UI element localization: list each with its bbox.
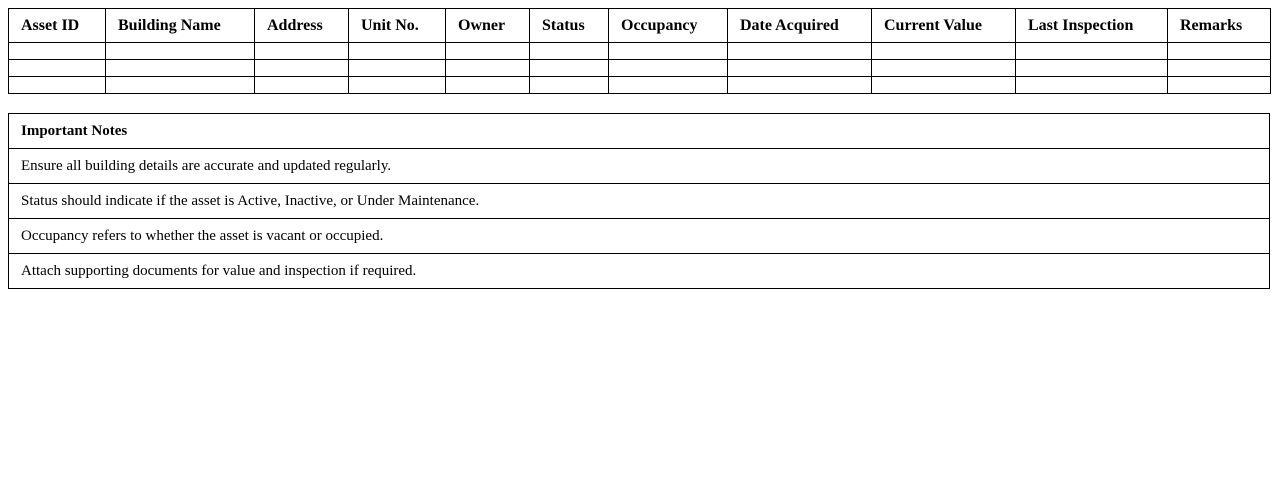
table-cell[interactable] xyxy=(530,77,609,94)
table-cell[interactable] xyxy=(446,43,530,60)
column-header-remarks: Remarks xyxy=(1168,9,1271,43)
table-cell[interactable] xyxy=(106,43,255,60)
column-header-date-acquired: Date Acquired xyxy=(728,9,872,43)
table-cell[interactable] xyxy=(609,77,728,94)
table-cell[interactable] xyxy=(530,60,609,77)
table-cell[interactable] xyxy=(106,60,255,77)
table-cell[interactable] xyxy=(728,77,872,94)
table-row xyxy=(9,77,1271,94)
table-cell[interactable] xyxy=(349,77,446,94)
note-text: Status should indicate if the asset is Active, Inactive, or Under Maintenance. xyxy=(9,184,1270,219)
column-header-address: Address xyxy=(255,9,349,43)
table-cell[interactable] xyxy=(255,77,349,94)
note-row xyxy=(9,184,1270,219)
table-cell[interactable] xyxy=(728,60,872,77)
column-header-current-value: Current Value xyxy=(872,9,1016,43)
table-cell[interactable] xyxy=(1168,60,1271,77)
note-row xyxy=(9,254,1270,289)
table-cell[interactable] xyxy=(728,43,872,60)
table-cell[interactable] xyxy=(106,77,255,94)
table-cell[interactable] xyxy=(349,60,446,77)
table-cell[interactable] xyxy=(255,60,349,77)
notes-title-row xyxy=(9,114,1270,149)
table-cell[interactable] xyxy=(872,43,1016,60)
table-cell[interactable] xyxy=(9,77,106,94)
table-cell[interactable] xyxy=(446,60,530,77)
column-header-building-name: Building Name xyxy=(106,9,255,43)
table-row xyxy=(9,43,1271,60)
table-cell[interactable] xyxy=(9,60,106,77)
notes-title: Important Notes xyxy=(9,114,1270,149)
column-header-status: Status xyxy=(530,9,609,43)
table-cell[interactable] xyxy=(1016,43,1168,60)
column-header-last-inspection: Last Inspection xyxy=(1016,9,1168,43)
note-row xyxy=(9,149,1270,184)
table-cell[interactable] xyxy=(255,43,349,60)
important-notes-table xyxy=(8,113,1270,289)
table-cell[interactable] xyxy=(1168,43,1271,60)
column-header-occupancy: Occupancy xyxy=(609,9,728,43)
table-cell[interactable] xyxy=(872,77,1016,94)
column-header-unit-no: Unit No. xyxy=(349,9,446,43)
table-cell[interactable] xyxy=(446,77,530,94)
table-header-row xyxy=(9,9,1271,43)
note-text: Ensure all building details are accurate and updated regularly. xyxy=(9,149,1270,184)
table-cell[interactable] xyxy=(1016,77,1168,94)
table-cell[interactable] xyxy=(609,43,728,60)
note-text: Occupancy refers to whether the asset is vacant or occupied. xyxy=(9,219,1270,254)
note-text: Attach supporting documents for value and inspection if required. xyxy=(9,254,1270,289)
table-cell[interactable] xyxy=(609,60,728,77)
table-row xyxy=(9,60,1271,77)
column-header-asset-id: Asset ID xyxy=(9,9,106,43)
column-header-owner: Owner xyxy=(446,9,530,43)
table-cell[interactable] xyxy=(530,43,609,60)
table-cell[interactable] xyxy=(1016,60,1168,77)
table-cell[interactable] xyxy=(872,60,1016,77)
table-cell[interactable] xyxy=(9,43,106,60)
table-cell[interactable] xyxy=(349,43,446,60)
asset-register-table xyxy=(8,8,1271,94)
table-cell[interactable] xyxy=(1168,77,1271,94)
note-row xyxy=(9,219,1270,254)
